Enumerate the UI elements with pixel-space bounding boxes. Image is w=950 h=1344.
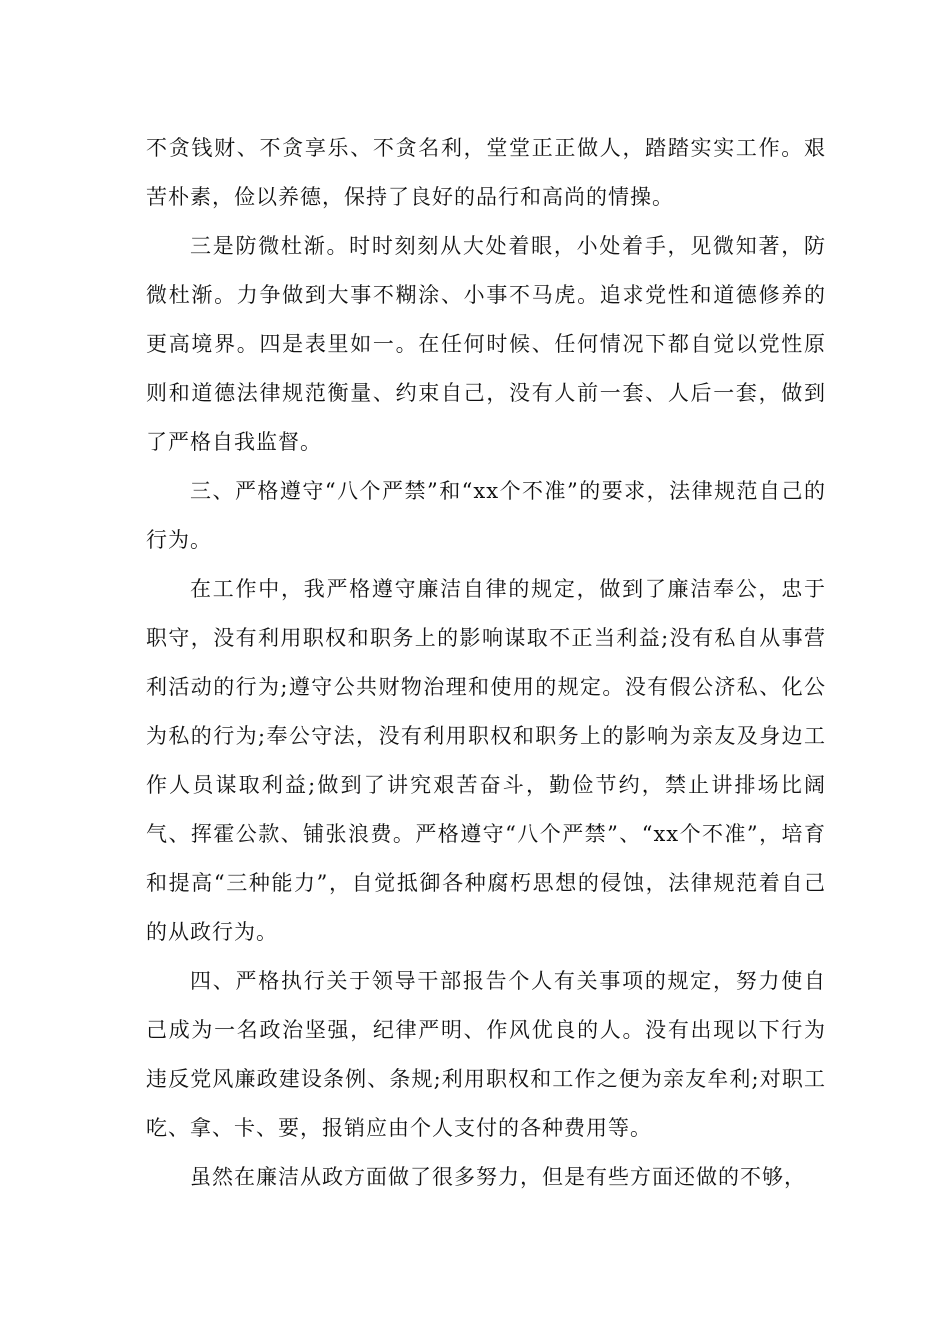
- paragraph-3-heading: 三、严格遵守“八个严禁”和“xx个不准”的要求，法律规范自己的行为。: [146, 479, 826, 552]
- paragraph-6: 虽然在廉洁从政方面做了很多努力，但是有些方面还做的不够，: [190, 1165, 806, 1189]
- paragraph-1: 不贪钱财、不贪享乐、不贪名利，堂堂正正做人，踏踏实实工作。艰苦朴素，俭以养德，保持了良好的品行和高尚的情操。: [146, 136, 826, 209]
- paragraph-2: 三是防微杜渐。时时刻刻从大处着眼，小处着手，见微知著，防微杜渐。力争做到大事不糊涂、小事不马虎。追求党性和道德修养的更高境界。四是表里如一。在任何时候、任何情况下都自觉以党性原则和道德法律规范衡量、约束自己，没有人前一套、人后一套，做到了严格自我监督。: [146, 234, 826, 454]
- paragraph-5: 四、严格执行关于领导干部报告个人有关事项的规定，努力使自己成为一名政治坚强，纪律严明、作风优良的人。没有出现以下行为违反党风廉政建设条例、条规;利用职权和工作之便为亲友牟利;对职工吃、拿、卡、要，报销应由个人支付的各种费用等。: [146, 969, 826, 1140]
- paragraph-4: 在工作中，我严格遵守廉洁自律的规定，做到了廉洁奉公，忠于职守，没有利用职权和职务上的影响谋取不正当利益;没有私自从事营利活动的行为;遵守公共财物治理和使用的规定。没有假公济私、化公为私的行为;奉公守法，没有利用职权和职务上的影响为亲友及身边工作人员谋取利益;做到了讲究艰苦奋斗，勤俭节约，禁止讲排场比阔气、挥霍公款、铺张浪费。严格遵守“八个严禁”、“xx个不准”，培育和提高“三种能力”，自觉抵御各种腐朽思想的侵蚀，法律规范着自己的从政行为。: [146, 577, 826, 944]
- document-body: [146, 124, 826, 1202]
